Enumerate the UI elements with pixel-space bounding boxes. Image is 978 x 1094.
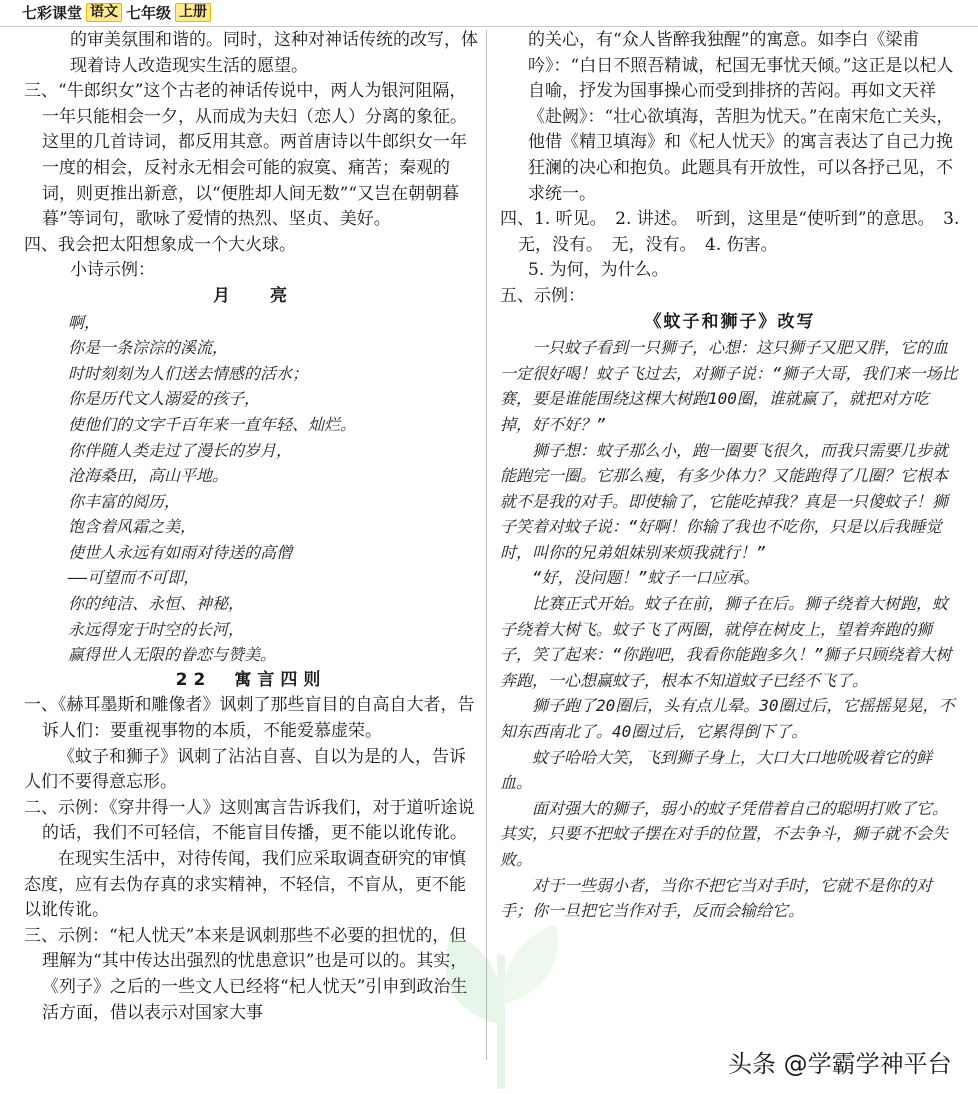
left-column (24, 28, 478, 1026)
platform-watermark: 头条 @学霸学神平台 (728, 1050, 952, 1078)
poem-line: 你是历代文人溺爱的孩子， (68, 389, 261, 409)
fable-answer-2b: 在现实生活中，对待传闻，我们应采取调查研究的审慎态度，应有去伪存真的求实精神，不轻信，不盲从，更不能以讹传讹。 (24, 849, 466, 921)
answer-4-definitions: 四、1. 听见。 2. 讲述。 听到，这里是“使听到”的意思。 3. 无，没有。 无，没有。 4. 伤害。 (500, 209, 960, 255)
section-title: 22 寓言四则 (175, 669, 327, 690)
poem-line: 啊， (68, 312, 101, 332)
right-column (500, 28, 960, 924)
poem-line: 饱含着风霜之美， (68, 517, 197, 537)
poem-line: 你是一条淙淙的溪流， (68, 338, 229, 358)
poem-line: 使他们的文字千百年来一直年轻、灿烂。 (68, 414, 357, 434)
poem-body (24, 310, 478, 668)
volume-tag: 上册 (175, 3, 211, 22)
essay-paragraph: 对于一些弱小者，当你不把它当对手时，它就不是你的对手；你一旦把它当作对手，反而会输给它。 (500, 875, 933, 921)
book-header (22, 2, 211, 22)
essay-paragraph: 蚊子哈哈大笑，飞到狮子身上，大口大口地吮吸着它的鲜血。 (500, 747, 933, 793)
fable-answer-2: 二、示例：《穿井得一人》这则寓言告诉我们，对于道听途说的话，我们不可轻信，不能盲目传播，更不能以讹传讹。 (24, 797, 475, 844)
fable-answer-1b: 《蚊子和狮子》讽刺了沾沾自喜、自以为是的人，告诉人们不要得意忘形。 (24, 746, 466, 793)
subject-tag: 语文 (86, 3, 122, 22)
answer-4-sun: 四、我会把太阳想象成一个大火球。 (24, 234, 296, 255)
essay-body (500, 335, 960, 924)
poem-line: 你丰富的阅历， (68, 491, 181, 511)
poem-line: 沧海桑田，高山平地。 (68, 466, 229, 486)
poem-line: 使世人永远有如雨对待送的高僧 (68, 542, 293, 562)
poem-line: 你伴随人类走过了漫长的岁月， (68, 440, 293, 460)
page-header-bar (0, 0, 978, 27)
answer-3-niulang: 三、“牛郎织女”这个古老的神话传说中，两人为银河阻隔，一年只能相会一夕，从而成为夫妇（恋人）分离的象征。这里的几首诗词，都反用其意。两首唐诗以牛郎织女一年一度的相会，反衬永无相会可能的寂寞、痛苦；秦观的词，则更推出新意，以“便胜却人间无数”“又岂在朝朝暮暮”等词句，歌咏了爱情的热烈、坚贞、美好。 (24, 81, 467, 230)
poem-line: 你的纯洁、永恒、神秘， (68, 594, 245, 614)
essay-paragraph: 一只蚊子看到一只狮子，心想：这只狮子又肥又胖，它的血一定很好喝！蚊子飞过去，对狮子说：“狮子大哥，我们来一场比赛，要是谁能围绕这棵大树跑100圈，谁就赢了，就把对方吃掉，好不好？” (500, 338, 958, 434)
answer-4-item5: 5. 为何，为什么。 (528, 260, 669, 281)
fable-answer-1: 一、《赫耳墨斯和雕像者》讽刺了那些盲目的自高自大者，告诉人们：要重视事物的本质，不能爱慕虚荣。 (24, 695, 475, 742)
essay-paragraph: “好，没问题！”蚊子一口应承。 (532, 568, 760, 588)
grade-label: 七年级 (126, 3, 172, 22)
column-divider (486, 30, 487, 1060)
right-paragraph-1: 的关心，有“众人皆醉我独醒”的寓意。如李白《梁甫吟》：“白日不照吾精诚，杞国无事忧天倾。”这正是以杞人自喻，抒发为国事操心而受到排挤的苦闷。再如文天祥《赴阙》：“壮心欲填海，苦胆为忧天。”在南宋危亡关头，他借《精卫填海》和《杞人忧天》的寓言表达了自己力挽狂澜的决心和抱负。此题具有开放性，可以各抒己见，不求统一。 (528, 30, 954, 204)
poem-line: 时时刻刻为人们送去情感的活水； (68, 363, 309, 383)
essay-title: 《蚊子和狮子》改写 (644, 311, 816, 332)
essay-paragraph: 狮子想：蚊子那么小，跑一圈要飞很久，而我只需要几步就能跑完一圈。它那么瘦，有多少体力？又能跑得了几圈？它根本就不是我的对手。即使输了，它能吃掉我？真是一只傻蚊子！狮子笑着对蚊子说：“好啊！你输了我也不吃你，只是以后我睡觉时，叫你的兄弟姐妹别来烦我就行！” (500, 440, 949, 562)
leaf-watermark-icon (431, 915, 571, 1094)
left-paragraph-1: 的审美氛围和谐的。同时，这种对神话传统的改写，体现着诗人改造现实生活的愿望。 (70, 30, 478, 76)
poem-example-label: 小诗示例： (70, 260, 155, 281)
poem-line: 赢得世人无限的眷恋与赞美。 (68, 645, 277, 665)
essay-paragraph: 狮子跑了20圈后，头有点儿晕。30圈过后，它摇摇晃晃，不知东西南北了。40圈过后，它累得倒下了。 (500, 696, 955, 742)
poem-title: 月 亮 (213, 285, 289, 306)
essay-paragraph: 比赛正式开始。蚊子在前，狮子在后。狮子绕着大树跑，蚊子绕着大树飞。蚊子飞了两圈，就停在树皮上，望着奔跑的狮子，笑了起来：“你跑吧，我看你能跑多久！”狮子只顾绕着大树奔跑，一心想赢蚊子，根本不知道蚊子已经不飞了。 (500, 594, 952, 690)
answer-5-label: 五、示例： (500, 285, 585, 306)
poem-line: ——可望而不可即， (68, 568, 200, 588)
poem-line: 永远得宠于时空的长河， (68, 619, 245, 639)
essay-paragraph: 面对强大的狮子，弱小的蚊子凭借着自己的聪明打败了它。其实，只要不把蚊子摆在对手的位置，不去争斗，狮子就不会失败。 (500, 798, 949, 869)
fable-answer-3: 三、示例：“杞人忧天”本来是讽刺那些不必要的担忧的，但理解为“其中传达出强烈的忧患意识”也是可以的。其实，《列子》之后的一些文人已经将“杞人忧天”引申到政治生活方面，借以表示对国家大事 (24, 925, 468, 1023)
series-name: 七彩课堂 (22, 3, 83, 22)
